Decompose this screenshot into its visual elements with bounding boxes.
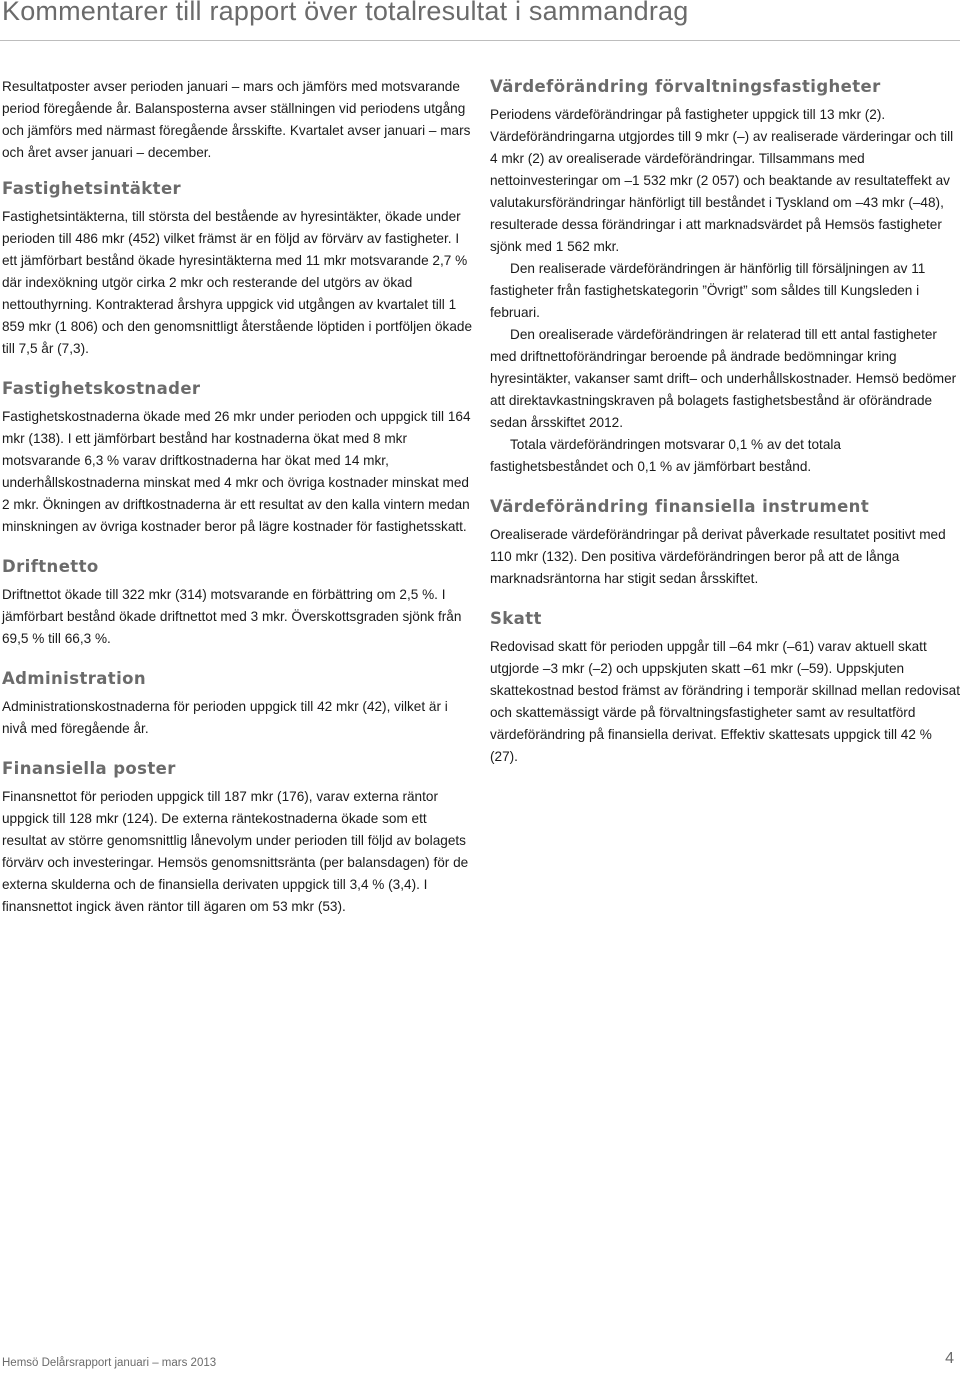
- section-paragraph: Redovisad skatt för perioden uppgår till –64 mkr (–61) varav aktuell skatt utgjorde –3 mkr (–2) och uppskjuten skatt –61 mkr (–59). Uppskjuten skattekostnad bestod främst av förändring i temporär skillnad mellan redovisat och skattemässigt värde på förvaltningsfastigheter samt av resultatförd värdeförändring på finansiella derivat. Effektiv skattesats uppgick till 42 % (27).: [490, 639, 960, 764]
- section-paragraph: Den realiserade värdeförändringen är hänförlig till försäljningen av 11 fastigheter från fastighetskategorin ”Övrigt” som såldes till Kungsleden i februari.: [490, 261, 926, 320]
- section-heading: Skatt: [490, 609, 542, 628]
- section-vardeforandring-instrument: [490, 496, 960, 590]
- section-paragraph: Orealiserade värdeförändringar på derivat påverkade resultatet positivt med 110 mkr (132). Den positiva värdeförändringen beror på att de långa marknadsräntorna har stigit sedan årsskiftet.: [490, 527, 946, 586]
- section-heading: Värdeförändring finansiella instrument: [490, 497, 870, 516]
- section-skatt: [490, 608, 960, 768]
- section-paragraph: Totala värdeförändringen motsvarar 0,1 % av det totala fastighetsbeståndet och 0,1 % av jämförbart bestånd.: [490, 437, 841, 474]
- left-column: [2, 76, 474, 936]
- section-administration: [2, 668, 474, 740]
- section-paragraph: Den orealiserade värdeförändringen är relaterad till ett antal fastigheter med driftnettoförändringar beroende på ändrade bedömningar kring hyresintäkter, vakanser samt drift– och underhållskostnader. Hemsö bedömer att direktavkastningskraven på bolagets fastighetsbestånd är oförändrade sedan årsskiftet 2012.: [490, 327, 957, 430]
- page-title: Kommentarer till rapport över totalresultat i sammandrag: [2, 0, 689, 26]
- section-paragraph: Driftnettot ökade till 322 mkr (314) motsvarande en förbättring om 2,5 %. I jämförbart bestånd ökade driftnettot med 3 mkr. Överskottsgraden sjönk från 69,5 % till 66,3 %.: [2, 587, 462, 646]
- section-paragraph: Periodens värdeförändringar på fastigheter uppgick till 13 mkr (2). Värdeförändringarna utgjordes till 9 mkr (–) av realiserade värderingar och till 4 mkr (2) av orealiserade värdeförändringar. Tillsammans med nettoinvesteringar om –1 532 mkr (2 057) och beaktande av resultateffekt av valutakursförändringar hänförligt till beståndet i Tyskland om –43 mkr (–48), resulterade dessa förändringar i att marknadsvärdet på Hemsös fastigheter sjönk med 1 562 mkr.: [490, 107, 954, 254]
- section-heading: Fastighetsintäkter: [2, 179, 182, 198]
- section-paragraph: Administrationskostnaderna för perioden uppgick till 42 mkr (42), vilket är i nivå med föregående år.: [2, 699, 448, 736]
- section-fastighetskostnader: [2, 378, 474, 538]
- section-heading: Finansiella poster: [2, 759, 176, 778]
- section-paragraph: Fastighetsintäkterna, till största del bestående av hyresintäkter, ökade under perioden till 486 mkr (452) vilket främst är en följd av förvärv av fastigheter. I ett jämförbart bestånd ökade hyresintäkterna med 11 mkr motsvarande 2,7 % där indexökning utgör cirka 2 mkr och resterande del utgörs av ökad nettouthyrning. Kontrakterad årshyra uppgick vid utgången av kvartalet till 1 859 mkr (1 806) och den genomsnittligt återstående löptiden i portföljen ökade till 7,5 år (7,3).: [2, 209, 473, 356]
- title-divider: [0, 40, 960, 41]
- section-heading: Driftnetto: [2, 557, 99, 576]
- right-column: [490, 76, 960, 786]
- section-finansiella-poster: [2, 758, 474, 918]
- section-vardeforandring-fastigheter: [490, 76, 960, 478]
- section-paragraph: Fastighetskostnaderna ökade med 26 mkr under perioden och uppgick till 164 mkr (138). I ett jämförbart bestånd har kostnaderna ökat med 8 mkr motsvarande 6,3 % varav driftkostnaderna har ökat med 14 mkr, underhållskostnaderna minskat med 4 mkr och övriga kostnader minskat med 2 mkr. Ökningen av driftkostnaderna är ett resultat av den kalla vintern medan minskningen av övriga kostnader beror på lägre kostnader för fastighetsskatt.: [2, 409, 471, 534]
- section-fastighetsintakter: [2, 178, 474, 360]
- page-number: 4: [945, 1350, 954, 1367]
- section-heading: Administration: [2, 669, 147, 688]
- section-heading: Värdeförändring förvaltningsfastigheter: [490, 77, 881, 96]
- section-paragraph: Finansnettot för perioden uppgick till 187 mkr (176), varav externa räntor uppgick till 128 mkr (124). De externa räntekostnaderna ökade som ett resultat av större genomsnittlig lånevolym under perioden till följd av bolagets förvärv och investeringar. Hemsös genomsnittsränta (per balansdagen) för de externa skulderna och de finansiella derivaten uppgick till 3,4 % (3,4). I finansnettot ingick även räntor till ägaren om 53 mkr (53).: [2, 789, 469, 914]
- section-heading: Fastighetskostnader: [2, 379, 201, 398]
- intro-paragraph: Resultatposter avser perioden januari – mars och jämförs med motsvarande period föregående år. Balansposterna avser ställningen vid periodens utgång och jämförs med närmast föregående årsskifte. Kvartalet avser januari – mars och året avser januari – december.: [2, 79, 471, 160]
- section-driftnetto: [2, 556, 474, 650]
- footer-text: Hemsö Delårsrapport januari – mars 2013: [2, 1357, 217, 1369]
